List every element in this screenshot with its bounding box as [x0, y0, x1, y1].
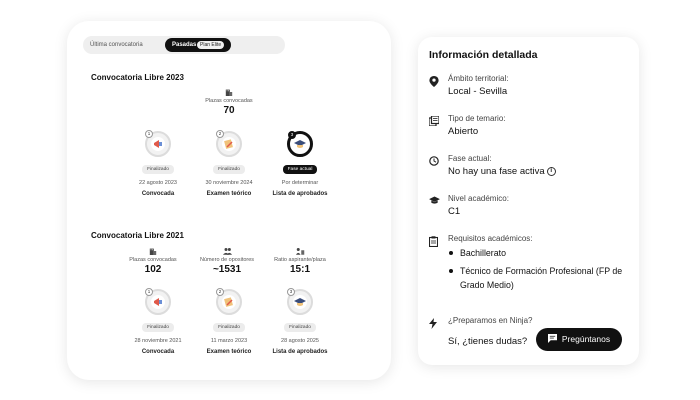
- convocatoria-tabs: [83, 36, 285, 54]
- megaphone-icon: [150, 294, 166, 310]
- exam-icon: [221, 136, 237, 152]
- phase-status: Finalizado: [142, 323, 174, 332]
- stat-plazas-2021: [118, 247, 188, 275]
- stat-ratio-2021: [265, 247, 335, 275]
- phase-date: 28 agosto 2025: [281, 338, 319, 344]
- phase-number: 2: [216, 288, 224, 296]
- phase-status: Finalizado: [213, 165, 245, 174]
- chat-icon: [548, 334, 557, 343]
- exam-icon: [221, 294, 237, 310]
- phase-status: Finalizado: [142, 165, 174, 174]
- temario-label: Tipo de temario:: [448, 114, 506, 123]
- phase-number: 3: [287, 288, 295, 296]
- nivel-value: C1: [448, 206, 461, 217]
- ambito-label: Ámbito territorial:: [448, 74, 509, 83]
- phase-date: 22 agosto 2023: [139, 180, 177, 186]
- tipo-temario-row: [429, 114, 629, 142]
- stat-opositores-2021: [192, 247, 262, 275]
- ratio-icon: [296, 247, 305, 255]
- phase-name: Lista de aprobados: [272, 191, 328, 197]
- plan-elite-badge: Plan Elite: [197, 41, 224, 49]
- stat-value: ~1531: [212, 264, 242, 275]
- graduation-cap-icon: [292, 136, 308, 152]
- fase-actual-row: [429, 154, 629, 182]
- phase-date: 28 noviembre 2021: [134, 338, 182, 344]
- phase-name: Lista de aprobados: [272, 349, 328, 355]
- tab-pasadas-label: Pasadas: [172, 42, 197, 48]
- preguntanos-button[interactable]: [536, 328, 622, 351]
- phase-circle: [216, 289, 242, 315]
- phase-name: Examen teórico: [206, 191, 252, 197]
- fase-label: Fase actual:: [448, 154, 492, 163]
- building-icon: [149, 247, 157, 255]
- phase-convocada-2021[interactable]: [118, 289, 198, 355]
- phase-name: Convocada: [141, 191, 175, 197]
- phase-examen-2023[interactable]: [189, 131, 269, 197]
- phase-name: Examen teórico: [206, 349, 252, 355]
- ninja-question: Sí, ¿tienes dudas?: [448, 336, 528, 347]
- fase-value: No hay una fase activa: [448, 166, 545, 177]
- phase-circle: [145, 131, 171, 157]
- informacion-detallada-card: [418, 37, 639, 365]
- megaphone-icon: [150, 136, 166, 152]
- phase-number: 1: [145, 130, 153, 138]
- convocatorias-card: [67, 21, 391, 380]
- phase-date: 11 marzo 2023: [210, 338, 248, 344]
- info-icon[interactable]: i: [547, 167, 556, 176]
- phase-status: Fase actual: [283, 165, 318, 174]
- card-title: Información detallada: [429, 49, 538, 61]
- stat-value: 102: [144, 264, 162, 275]
- phase-number: 2: [216, 130, 224, 138]
- requisito-item: Bachillerato: [448, 246, 628, 260]
- phase-circle: [216, 131, 242, 157]
- clipboard-icon: [429, 236, 438, 247]
- phase-circle: [145, 289, 171, 315]
- building-icon: [225, 88, 233, 96]
- phase-examen-2021[interactable]: [189, 289, 269, 355]
- phase-status: Finalizado: [284, 323, 316, 332]
- convocatoria-2023-title: Convocatoria Libre 2023: [91, 73, 184, 82]
- stat-label: Número de opositores: [199, 257, 255, 263]
- phase-date: 30 noviembre 2024: [205, 180, 253, 186]
- tab-ultima-convocatoria[interactable]: Última convocatoria: [90, 42, 143, 48]
- book-icon: [429, 116, 439, 126]
- stat-plazas-2023: [194, 88, 264, 116]
- phase-status: Finalizado: [213, 323, 245, 332]
- convocatoria-2021-title: Convocatoria Libre 2021: [91, 231, 184, 240]
- temario-value: Abierto: [448, 126, 479, 137]
- people-icon: [223, 247, 232, 255]
- ambito-territorial-row: [429, 74, 629, 102]
- stat-label: Plazas convocadas: [205, 98, 253, 104]
- graduation-cap-icon: [292, 294, 308, 310]
- location-pin-icon: [429, 76, 439, 87]
- fase-value-wrap: [448, 166, 556, 177]
- requisitos-row: [429, 234, 629, 304]
- ninja-label: ¿Preparamos en Ninja?: [448, 316, 533, 325]
- stat-value: 70: [223, 105, 235, 116]
- graduation-cap-icon: [429, 196, 440, 205]
- phase-lista-2023[interactable]: [260, 131, 340, 197]
- stat-label: Ratio aspirante/plaza: [274, 257, 326, 263]
- lightning-icon: [429, 318, 437, 329]
- phase-circle-active: [287, 131, 313, 157]
- phase-lista-2021[interactable]: [260, 289, 340, 355]
- ambito-value: Local - Sevilla: [448, 86, 508, 97]
- phase-number: 1: [145, 288, 153, 296]
- tab-pasadas[interactable]: [165, 38, 231, 52]
- nivel-label: Nivel académico:: [448, 194, 509, 203]
- phase-number: 3: [288, 131, 296, 139]
- stat-value: 15:1: [289, 264, 310, 275]
- phase-name: Convocada: [141, 349, 175, 355]
- phase-convocada-2023[interactable]: [118, 131, 198, 197]
- requisito-item: Técnico de Formación Profesional (FP de Grado Medio): [448, 264, 628, 292]
- preguntanos-label: Pregúntanos: [561, 334, 611, 344]
- phase-circle: [287, 289, 313, 315]
- requisitos-label: Requisitos académicos:: [448, 234, 533, 243]
- stat-label: Plazas convocadas: [129, 257, 177, 263]
- nivel-academico-row: [429, 194, 629, 222]
- requisitos-list: [448, 246, 628, 296]
- clock-icon: [429, 156, 439, 166]
- phase-date: Por determinar: [281, 180, 319, 186]
